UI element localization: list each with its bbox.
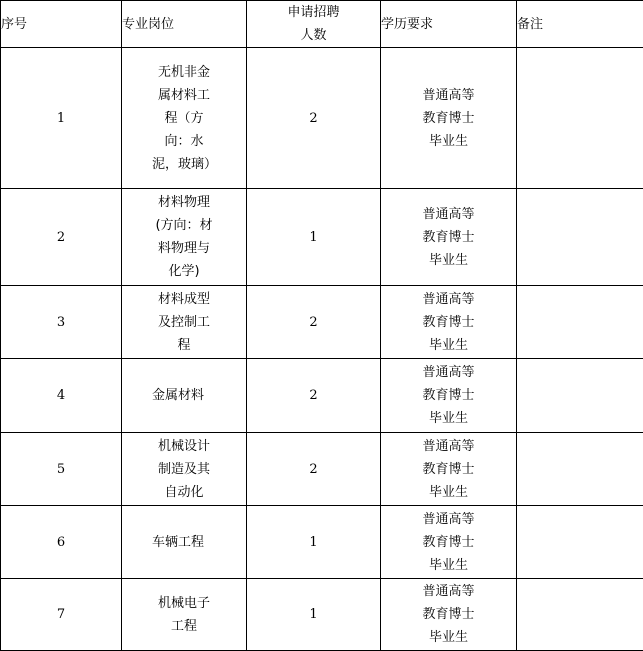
cell-index: 3 [1,286,122,359]
education-text: 普通高等教育博士毕业生 [420,361,478,430]
major-text: 金属材料 [152,384,216,407]
cell-index: 1 [1,48,122,189]
cell-major [122,48,247,189]
cell-education [381,506,517,579]
table-row [1,579,643,651]
header-note: 备注 [517,1,643,48]
table-row [1,506,643,579]
education-text: 普通高等教育博士毕业生 [420,435,478,504]
header-count-text: 申请招聘人数 [286,1,342,47]
major-text: 材料物理(方向：材料物理与化学) [152,191,216,283]
table-row [1,433,643,506]
cell-count: 2 [247,48,381,189]
cell-count: 1 [247,506,381,579]
cell-education [381,433,517,506]
cell-major [122,189,247,286]
cell-index: 2 [1,189,122,286]
education-text: 普通高等教育博士毕业生 [420,288,478,357]
cell-note [517,433,643,506]
cell-education [381,359,517,433]
major-text: 车辆工程 [152,531,216,554]
cell-count: 2 [247,433,381,506]
table-row [1,48,643,189]
header-education: 学历要求 [381,1,517,48]
major-text: 机械设计制造及其自动化 [152,435,216,504]
cell-major [122,286,247,359]
cell-note [517,189,643,286]
header-row [1,1,643,48]
cell-education [381,189,517,286]
cell-education [381,579,517,651]
cell-major [122,359,247,433]
cell-major [122,506,247,579]
education-text: 普通高等教育博士毕业生 [420,508,478,577]
cell-note [517,506,643,579]
header-major: 专业岗位 [122,1,247,48]
cell-count: 2 [247,286,381,359]
cell-major [122,433,247,506]
table-row [1,286,643,359]
cell-education [381,286,517,359]
cell-count: 1 [247,579,381,651]
cell-major [122,579,247,651]
major-text: 机械电子工程 [152,592,216,638]
cell-note [517,579,643,651]
cell-note [517,359,643,433]
major-text: 材料成型及控制工程 [152,288,216,357]
cell-education [381,48,517,189]
cell-index: 7 [1,579,122,651]
table-row [1,189,643,286]
education-text: 普通高等教育博士毕业生 [420,580,478,649]
major-text: 无机非金属材料工程（方向：水泥，玻璃） [152,61,216,176]
cell-count: 1 [247,189,381,286]
education-text: 普通高等教育博士毕业生 [420,84,478,153]
education-text: 普通高等教育博士毕业生 [420,203,478,272]
table-row [1,359,643,433]
cell-index: 5 [1,433,122,506]
header-count [247,1,381,48]
cell-note [517,286,643,359]
cell-index: 6 [1,506,122,579]
cell-index: 4 [1,359,122,433]
cell-note [517,48,643,189]
header-index: 序号 [1,1,122,48]
cell-count: 2 [247,359,381,433]
